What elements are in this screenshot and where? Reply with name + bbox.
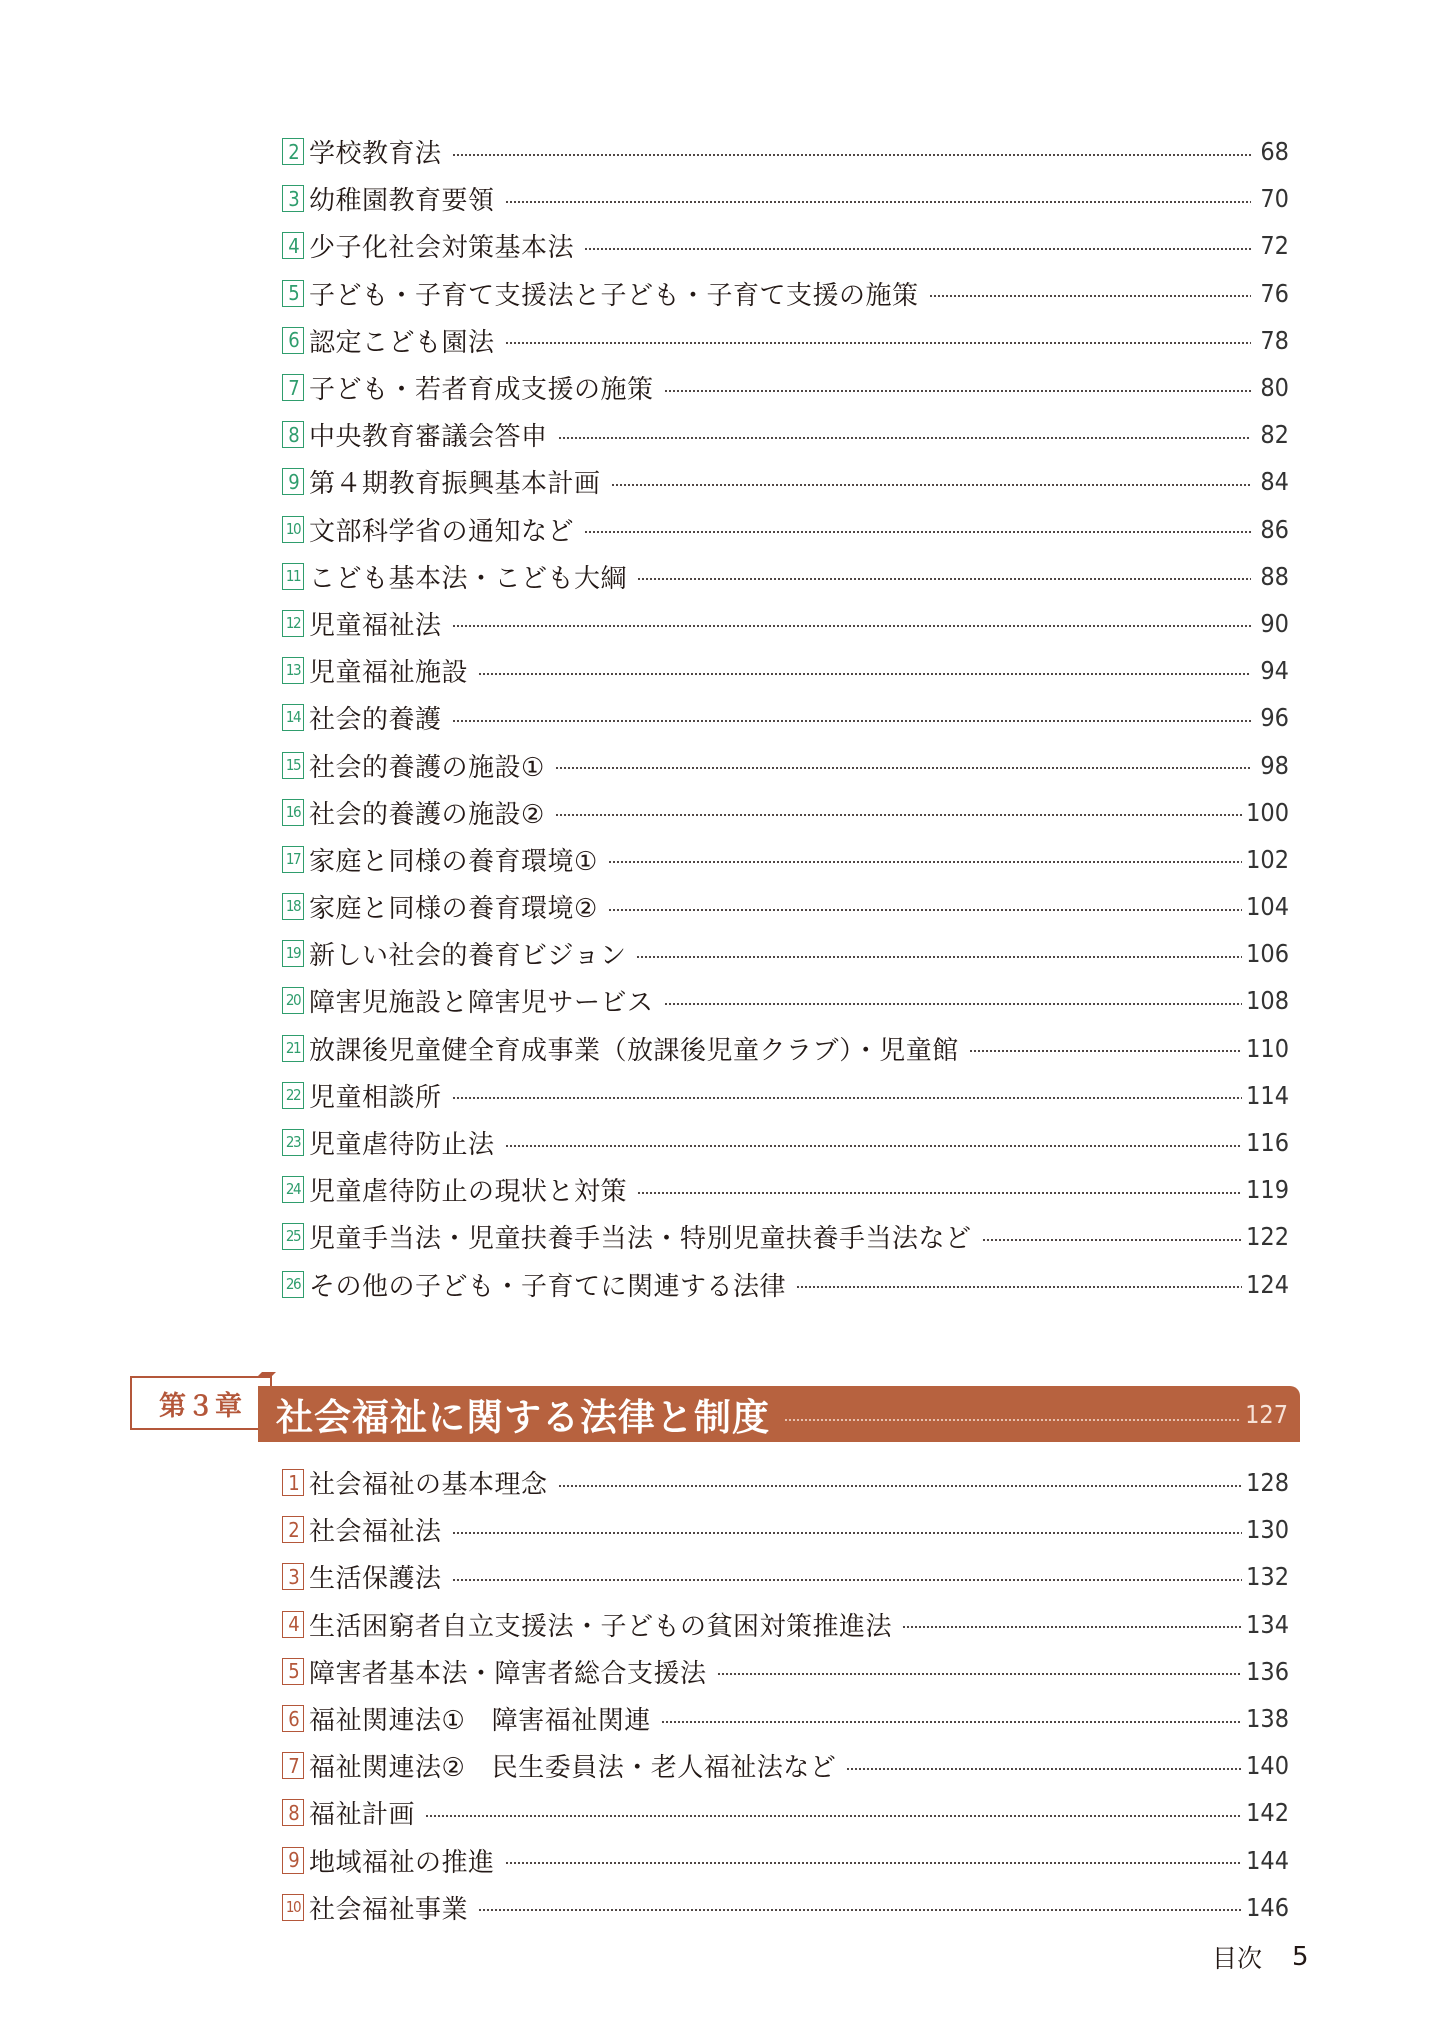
section-number-badge: 2: [282, 1516, 304, 1543]
toc-entry[interactable]: [282, 1213, 1289, 1260]
toc-entry-title: 障害児施設と障害児サービス: [309, 988, 654, 1019]
toc-entry-page: 108: [1246, 986, 1289, 1016]
toc-entry[interactable]: [282, 1506, 1289, 1553]
toc-entry-page: 134: [1246, 1609, 1289, 1639]
leader-dots: [584, 247, 1251, 251]
toc-entry-title: 社会的養護の施設②: [309, 799, 545, 830]
toc-entry[interactable]: [282, 458, 1289, 505]
leader-dots: [717, 1672, 1243, 1676]
toc-entry-page: 102: [1246, 844, 1289, 874]
section-number-badge: 5: [282, 280, 304, 307]
leader-dots: [846, 1767, 1242, 1771]
toc-entry-title: 家庭と同様の養育環境①: [309, 846, 598, 877]
section-number-badge: 4: [282, 232, 304, 259]
section-number-badge: 9: [282, 1847, 304, 1874]
leader-dots: [558, 436, 1251, 440]
toc-entry[interactable]: [282, 1025, 1289, 1072]
toc-entry-page: 80: [1260, 373, 1289, 403]
leader-dots: [969, 1049, 1242, 1053]
toc-entry-page: 110: [1246, 1033, 1289, 1063]
chapter3-heading[interactable]: [258, 1386, 1300, 1442]
toc-entry-title: 社会福祉事業: [309, 1894, 469, 1925]
toc-entry-title: 児童相談所: [309, 1082, 442, 1113]
leader-dots: [452, 624, 1251, 628]
toc-entry-title: 放課後児童健全育成事業（放課後児童クラブ）・児童館: [309, 1035, 959, 1066]
toc-entry-title: 障害者基本法・障害者総合支援法: [309, 1658, 707, 1689]
toc-entry[interactable]: [282, 553, 1289, 600]
footer-label: 目次: [1212, 1944, 1263, 1973]
section-number-badge: 23: [282, 1129, 304, 1156]
leader-dots: [505, 341, 1251, 345]
leader-dots: [558, 1484, 1243, 1488]
toc-entry[interactable]: [282, 1072, 1289, 1119]
toc-entry-title: 第４期教育振興基本計画: [309, 469, 601, 500]
leader-dots: [452, 1096, 1243, 1100]
section-number-badge: 2: [282, 138, 304, 165]
toc-entry[interactable]: [282, 1119, 1289, 1166]
toc-entry-title: 児童福祉法: [309, 610, 442, 641]
section-number-badge: 3: [282, 1563, 304, 1590]
toc-entry-title: 学校教育法: [309, 139, 442, 170]
section-number-badge: 26: [282, 1271, 304, 1298]
leader-dots: [505, 200, 1251, 204]
toc-entry[interactable]: [282, 175, 1289, 222]
toc-entry[interactable]: [282, 222, 1289, 269]
toc-entry[interactable]: [282, 1459, 1289, 1506]
section-number-badge: 10: [282, 1894, 304, 1921]
toc-entry-page: 146: [1246, 1892, 1289, 1922]
toc-entry-page: 114: [1246, 1080, 1289, 1110]
toc-entry-title: 子ども・子育て支援法と子ども・子育て支援の施策: [309, 280, 919, 311]
toc-entry[interactable]: [282, 1789, 1289, 1836]
section-number-badge: 13: [282, 657, 304, 684]
chapter3-label: 第３章: [159, 1390, 243, 1422]
section-number-badge: 9: [282, 468, 304, 495]
toc-entry[interactable]: [282, 270, 1289, 317]
toc-entry[interactable]: [282, 789, 1289, 836]
leader-dots: [555, 766, 1251, 770]
chapter3-page: 127: [1245, 1399, 1288, 1429]
leader-dots: [452, 1578, 1243, 1582]
toc-entry[interactable]: [282, 883, 1289, 930]
toc-entry[interactable]: [282, 1742, 1289, 1789]
toc-entry-title: 新しい社会的養育ビジョン: [309, 941, 627, 972]
toc-entry-title: 生活保護法: [309, 1564, 442, 1595]
chapter3-label-box: [130, 1376, 272, 1430]
section-number-badge: 10: [282, 516, 304, 543]
leader-dots: [982, 1238, 1243, 1242]
toc-entry[interactable]: [282, 1601, 1289, 1648]
leader-dots: [664, 389, 1251, 393]
toc-entry-page: 100: [1246, 797, 1289, 827]
section-number-badge: 4: [282, 1611, 304, 1638]
toc-entry-page: 78: [1260, 325, 1289, 355]
leader-dots: [929, 294, 1251, 298]
section-number-badge: 21: [282, 1035, 304, 1062]
toc-entry-page: 90: [1260, 608, 1289, 638]
toc-entry[interactable]: [282, 836, 1289, 883]
section-number-badge: 16: [282, 799, 304, 826]
leader-dots: [664, 1002, 1243, 1006]
section-number-badge: 8: [282, 421, 304, 448]
toc-entry-page: 136: [1246, 1656, 1289, 1686]
leader-dots: [505, 1861, 1243, 1865]
section-number-badge: 8: [282, 1799, 304, 1826]
toc-entry-page: 142: [1246, 1798, 1289, 1828]
section-number-badge: 1: [282, 1469, 304, 1496]
toc-entry-page: 72: [1260, 231, 1289, 261]
section-number-badge: 17: [282, 846, 304, 873]
toc-entry-page: 116: [1246, 1128, 1289, 1158]
section-number-badge: 7: [282, 1752, 304, 1779]
toc-entry-page: 122: [1246, 1222, 1289, 1252]
toc-entry-title: 認定こども園法: [309, 327, 495, 358]
leader-dots: [478, 672, 1251, 676]
toc-entry-title: 児童虐待防止の現状と対策: [309, 1177, 628, 1208]
section-number-badge: 14: [282, 704, 304, 731]
toc-entry-title: 少子化社会対策基本法: [309, 233, 575, 264]
toc-entry-title: 福祉計画: [309, 1800, 416, 1831]
toc-entry-title: 児童虐待防止法: [309, 1130, 495, 1161]
section-number-badge: 22: [282, 1082, 304, 1109]
toc-entry-title: 生活困窮者自立支援法・子どもの貧困対策推進法: [309, 1611, 893, 1642]
toc-entry[interactable]: [282, 1648, 1289, 1695]
toc-entry[interactable]: [282, 1166, 1289, 1213]
toc-entry-page: 98: [1260, 750, 1289, 780]
chapter3-title: 社会福祉に関する法律と制度: [276, 1396, 770, 1439]
toc-entry[interactable]: [282, 647, 1289, 694]
toc-entry-page: 70: [1260, 184, 1289, 214]
toc-entry[interactable]: [282, 694, 1289, 741]
section-number-badge: 11: [282, 563, 304, 590]
toc-entry-title: 子ども・若者育成支援の施策: [309, 375, 654, 406]
toc-entry-title: 社会的養護の施設①: [309, 752, 545, 783]
toc-entry-title: 福祉関連法① 障害福祉関連: [309, 1706, 651, 1737]
section-number-badge: 6: [282, 327, 304, 354]
toc-entry[interactable]: [282, 600, 1289, 647]
toc-entry-page: 130: [1246, 1515, 1289, 1545]
toc-entry-page: 94: [1260, 656, 1289, 686]
toc-entry-title: 児童手当法・児童扶養手当法・特別児童扶養手当法など: [309, 1224, 972, 1255]
leader-dots: [637, 1191, 1242, 1195]
section-number-badge: 25: [282, 1223, 304, 1250]
toc-entry[interactable]: [282, 930, 1289, 977]
toc-entry-title: その他の子ども・子育てに関連する法律: [309, 1271, 787, 1302]
leader-dots: [637, 577, 1251, 581]
toc-entry-title: 文部科学省の通知など: [309, 516, 575, 547]
toc-entry-page: 68: [1260, 137, 1289, 167]
leader-dots: [902, 1625, 1242, 1629]
leader-dots: [452, 1531, 1243, 1535]
toc-entry[interactable]: [282, 977, 1289, 1024]
toc-entry-title: こども基本法・こども大綱: [309, 563, 628, 594]
toc-entry-title: 社会福祉法: [309, 1517, 442, 1548]
section-number-badge: 20: [282, 987, 304, 1014]
toc-entry-page: 104: [1246, 892, 1289, 922]
section-number-badge: 5: [282, 1658, 304, 1685]
page-footer: [1212, 1939, 1309, 1975]
toc-entry-title: 中央教育審議会答申: [309, 422, 548, 453]
toc-entry-page: 86: [1260, 514, 1289, 544]
toc-entry-page: 124: [1246, 1269, 1289, 1299]
toc-entry-page: 138: [1246, 1704, 1289, 1734]
toc-entry[interactable]: [282, 506, 1289, 553]
leader-dots: [608, 860, 1242, 864]
toc-entry[interactable]: [282, 1884, 1289, 1931]
toc-entry[interactable]: [282, 1837, 1289, 1884]
toc-entry[interactable]: [282, 1553, 1289, 1600]
section-number-badge: 3: [282, 185, 304, 212]
toc-entry[interactable]: [282, 128, 1289, 175]
leader-dots: [584, 530, 1251, 534]
page-number: 5: [1292, 1942, 1309, 1972]
toc-entry[interactable]: [282, 364, 1289, 411]
leader-dots: [611, 483, 1251, 487]
toc-entry-title: 家庭と同様の養育環境②: [309, 894, 598, 925]
toc-entry-title: 社会的養護: [309, 705, 442, 736]
leader-dots: [478, 1908, 1242, 1912]
leader-dots: [505, 1144, 1243, 1148]
toc-entry-title: 児童福祉施設: [309, 658, 469, 689]
leader-dots: [608, 908, 1242, 912]
chapter3-toc-list: [282, 1459, 1289, 1931]
leader-dots: [452, 153, 1251, 157]
chapter3-leader-dots: [784, 1418, 1239, 1422]
toc-entry-page: 84: [1260, 467, 1289, 497]
toc-entry-page: 119: [1246, 1175, 1289, 1205]
leader-dots: [661, 1720, 1242, 1724]
toc-entry[interactable]: [282, 317, 1289, 364]
section-number-badge: 7: [282, 374, 304, 401]
toc-entry-page: 132: [1246, 1562, 1289, 1592]
leader-dots: [796, 1285, 1242, 1289]
section-number-badge: 15: [282, 752, 304, 779]
leader-dots: [555, 813, 1242, 817]
toc-entry[interactable]: [282, 741, 1289, 788]
toc-entry-page: 144: [1246, 1845, 1289, 1875]
toc-entry-page: 140: [1246, 1751, 1289, 1781]
section-number-badge: 19: [282, 940, 304, 967]
toc-entry-page: 128: [1246, 1468, 1289, 1498]
toc-entry-title: 社会福祉の基本理念: [309, 1470, 548, 1501]
toc-entry[interactable]: [282, 411, 1289, 458]
leader-dots: [425, 1814, 1242, 1818]
section-number-badge: 12: [282, 610, 304, 637]
section-number-badge: 6: [282, 1705, 304, 1732]
section-number-badge: 24: [282, 1176, 304, 1203]
leader-dots: [452, 719, 1251, 723]
toc-entry-page: 88: [1260, 561, 1289, 591]
section-number-badge: 18: [282, 893, 304, 920]
toc-entry-title: 地域福祉の推進: [309, 1847, 495, 1878]
toc-entry-title: 福祉関連法② 民生委員法・老人福祉法など: [309, 1753, 837, 1784]
toc-entry-page: 76: [1260, 278, 1289, 308]
toc-entry-page: 96: [1260, 703, 1289, 733]
toc-entry-page: 106: [1246, 939, 1289, 969]
toc-entry[interactable]: [282, 1261, 1289, 1308]
leader-dots: [636, 955, 1242, 959]
toc-entry-page: 82: [1260, 420, 1289, 450]
toc-entry-title: 幼稚園教育要領: [309, 186, 495, 217]
chapter2-toc-list: [282, 128, 1289, 1308]
toc-entry[interactable]: [282, 1695, 1289, 1742]
